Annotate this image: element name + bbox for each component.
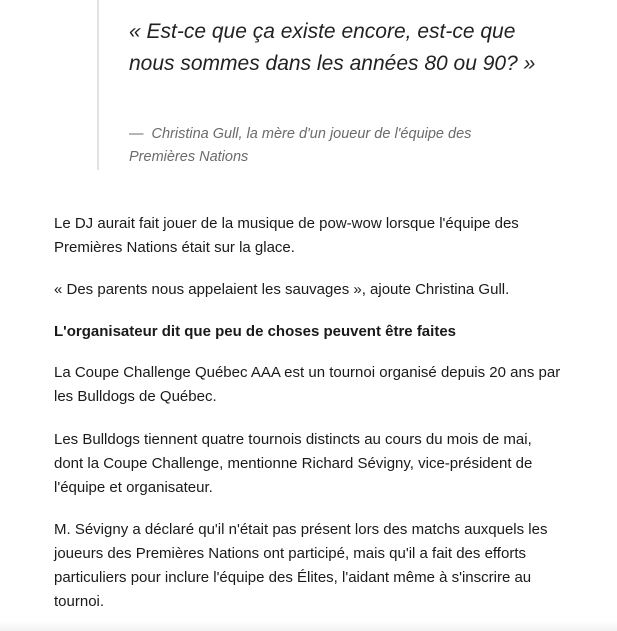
article-subheading: L'organisateur dit que peu de choses peuvent être faites <box>54 323 456 340</box>
article-paragraph-5: M. Sévigny a déclaré qu'il n'était pas présent lors des matchs auxquels les joueurs des Premières Nations ont participé, mais qu'il a fait des efforts particuliers pour inclure l'équipe des Élites, l'aidant même à s'inscrire au tournoi. <box>54 521 548 610</box>
article-paragraph-1: Le DJ aurait fait jouer de la musique de pow-wow lorsque l'équipe des Premières Nations était sur la glace. <box>54 215 519 256</box>
bottom-fade <box>0 621 617 631</box>
attribution-dash: — <box>129 126 144 142</box>
article-paragraph-2: « Des parents nous appelaient les sauvages », ajoute Christina Gull. <box>54 281 510 298</box>
quote-text: « Est-ce que ça existe encore, est-ce que nous sommes dans les années 80 ou 90? » <box>129 20 536 75</box>
article-paragraph-3: La Coupe Challenge Québec AAA est un tournoi organisé depuis 20 ans par les Bulldogs de Québec. <box>54 364 561 405</box>
pull-quote <box>97 0 537 170</box>
quote-attribution <box>129 123 539 169</box>
attribution-text: Christina Gull, la mère d'un joueur de l'équipe des Premières Nations <box>129 126 472 165</box>
article-paragraph-4: Les Bulldogs tiennent quatre tournois distincts au cours du mois de mai, dont la Coupe Challenge, mentionne Richard Sévigny, vice-président de l'équipe et organisateur. <box>54 431 533 496</box>
